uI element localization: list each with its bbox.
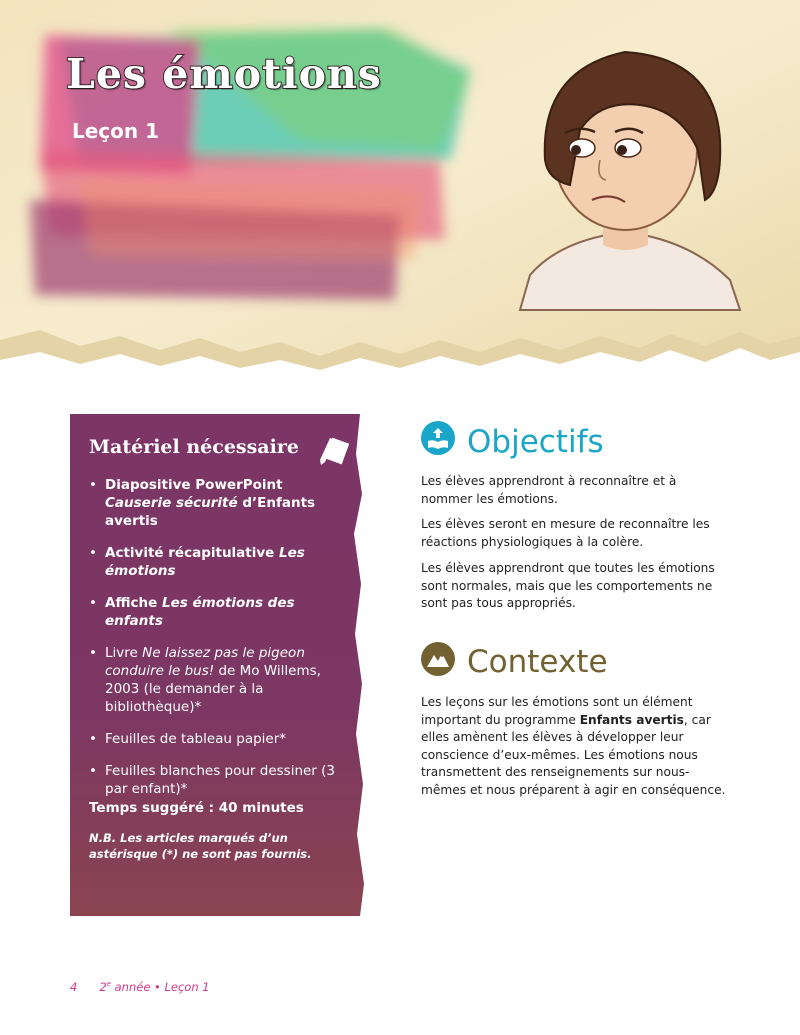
lesson-subtitle: Leçon 1 [72, 119, 160, 143]
list-item: • Feuilles de tableau papier* [89, 730, 349, 748]
objectives-title: Objectifs [467, 424, 604, 460]
context-title: Contexte [467, 644, 608, 680]
suggested-time: Temps suggéré : 40 minutes [89, 800, 304, 816]
page-title: Les émotions [66, 50, 382, 98]
objective-paragraph: Les élèves seront en mesure de reconnaître les réactions physiologiques à la colère. [421, 517, 710, 549]
materials-note: N.B. Les articles marqués d’un astérisque (*) ne sont pas fournis. [89, 831, 312, 861]
mountain-icon [421, 642, 455, 676]
book-arrow-icon [421, 421, 455, 455]
page-footer: 4 2e année • Leçon 1 [70, 980, 210, 994]
context-paragraph: Les leçons sur les émotions sont un élément important du programme Enfants avertis, car elles amènent les élèves à développer leur conscience d’eux-mêmes. Les émotions nous transmettent des renseignements sur nous-mêmes et nous préparent à agir en conséquence. [421, 695, 726, 797]
materials-title: Matériel nécessaire [89, 436, 299, 458]
list-item: • Activité récapitulative Les émotions [89, 544, 349, 580]
header-banner [0, 0, 800, 372]
list-item: • Livre Ne laissez pas le pigeon conduire le bus! de Mo Willems, 2003 (le demander à la bibliothèque)* [89, 644, 349, 716]
list-item: • Diapositive PowerPoint Causerie sécurité d’Enfants avertis [89, 476, 349, 530]
objective-paragraph: Les élèves apprendront que toutes les émotions sont normales, mais que les comportements ne sont pas tous appropriés. [421, 561, 715, 610]
objective-paragraph: Les élèves apprendront à reconnaître et à nommer les émotions. [421, 474, 677, 506]
list-item: • Feuilles blanches pour dessiner (3 par enfant)* [89, 762, 349, 798]
materials-list [89, 476, 349, 812]
page-number: 4 [70, 980, 78, 994]
list-item: • Affiche Les émotions des enfants [89, 594, 349, 630]
pencil-paper-icon [316, 432, 350, 466]
materials-panel [70, 414, 364, 916]
